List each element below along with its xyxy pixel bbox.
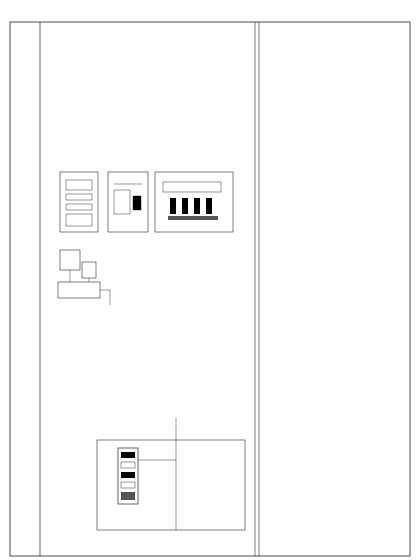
drawing-frame (10, 22, 410, 556)
equipment-elevation (60, 172, 233, 232)
control-room-outline (97, 440, 245, 530)
wiring-sketch (58, 250, 110, 305)
control-room (97, 418, 245, 530)
